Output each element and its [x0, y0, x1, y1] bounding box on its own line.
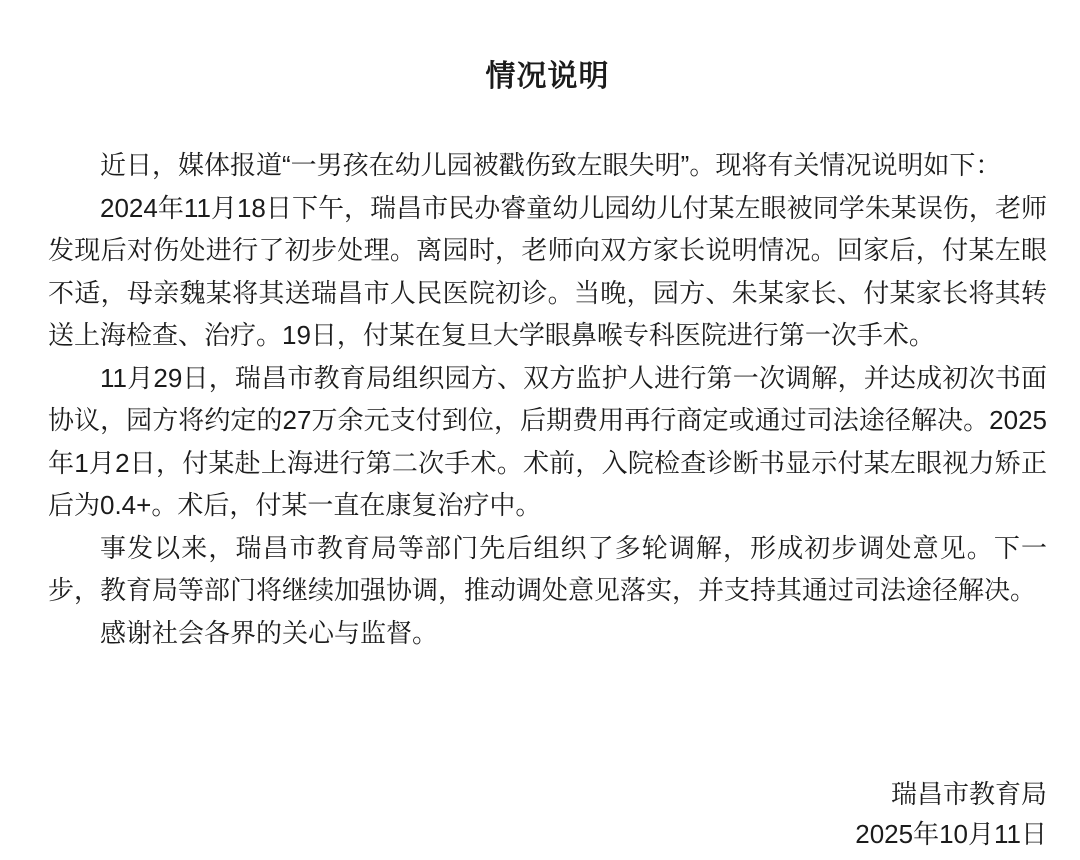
signature-organization: 瑞昌市教育局 [890, 779, 1047, 809]
document-body [48, 144, 1047, 654]
paragraph-incident: 2024年11月18日下午，瑞昌市民办睿童幼儿园幼儿付某左眼被同学朱某误伤，老师发现后对伤处进行了初步处理。离园时，老师向双方家长说明情况。回家后，付某左眼不适，母亲魏某将其送瑞昌市人民医院初诊。当晚，园方、朱某家长、付某家长将其转送上海检查、治疗。19日，付某在复旦大学眼鼻喉专科医院进行第一次手术。 [48, 192, 1047, 350]
paragraph-intro: 近日，媒体报道“一男孩在幼儿园被戳伤致左眼失明”。现将有关情况说明如下： [100, 150, 1002, 180]
signature-date: 2025年10月11日 [855, 819, 1047, 849]
paragraph-next-steps: 事发以来，瑞昌市教育局等部门先后组织了多轮调解，形成初步调处意见。下一步，教育局等部门将继续加强协调，推动调处意见落实，并支持其通过司法途径解决。 [48, 532, 1047, 605]
signature-block [48, 774, 1047, 854]
document-title: 情况说明 [485, 60, 610, 93]
paragraph-mediation: 11月29日，瑞昌市教育局组织园方、双方监护人进行第一次调解，并达成初次书面协议，园方将约定的27万余元支付到位，后期费用再行商定或通过司法途径解决。2025年1月2日，付某赴上海进行第二次手术。术前，入院检查诊断书显示付某左眼视力矫正后为0.4+。术后，付某一直在康复治疗中。 [48, 362, 1047, 520]
paragraph-thanks: 感谢社会各界的关心与监督。 [100, 617, 439, 648]
